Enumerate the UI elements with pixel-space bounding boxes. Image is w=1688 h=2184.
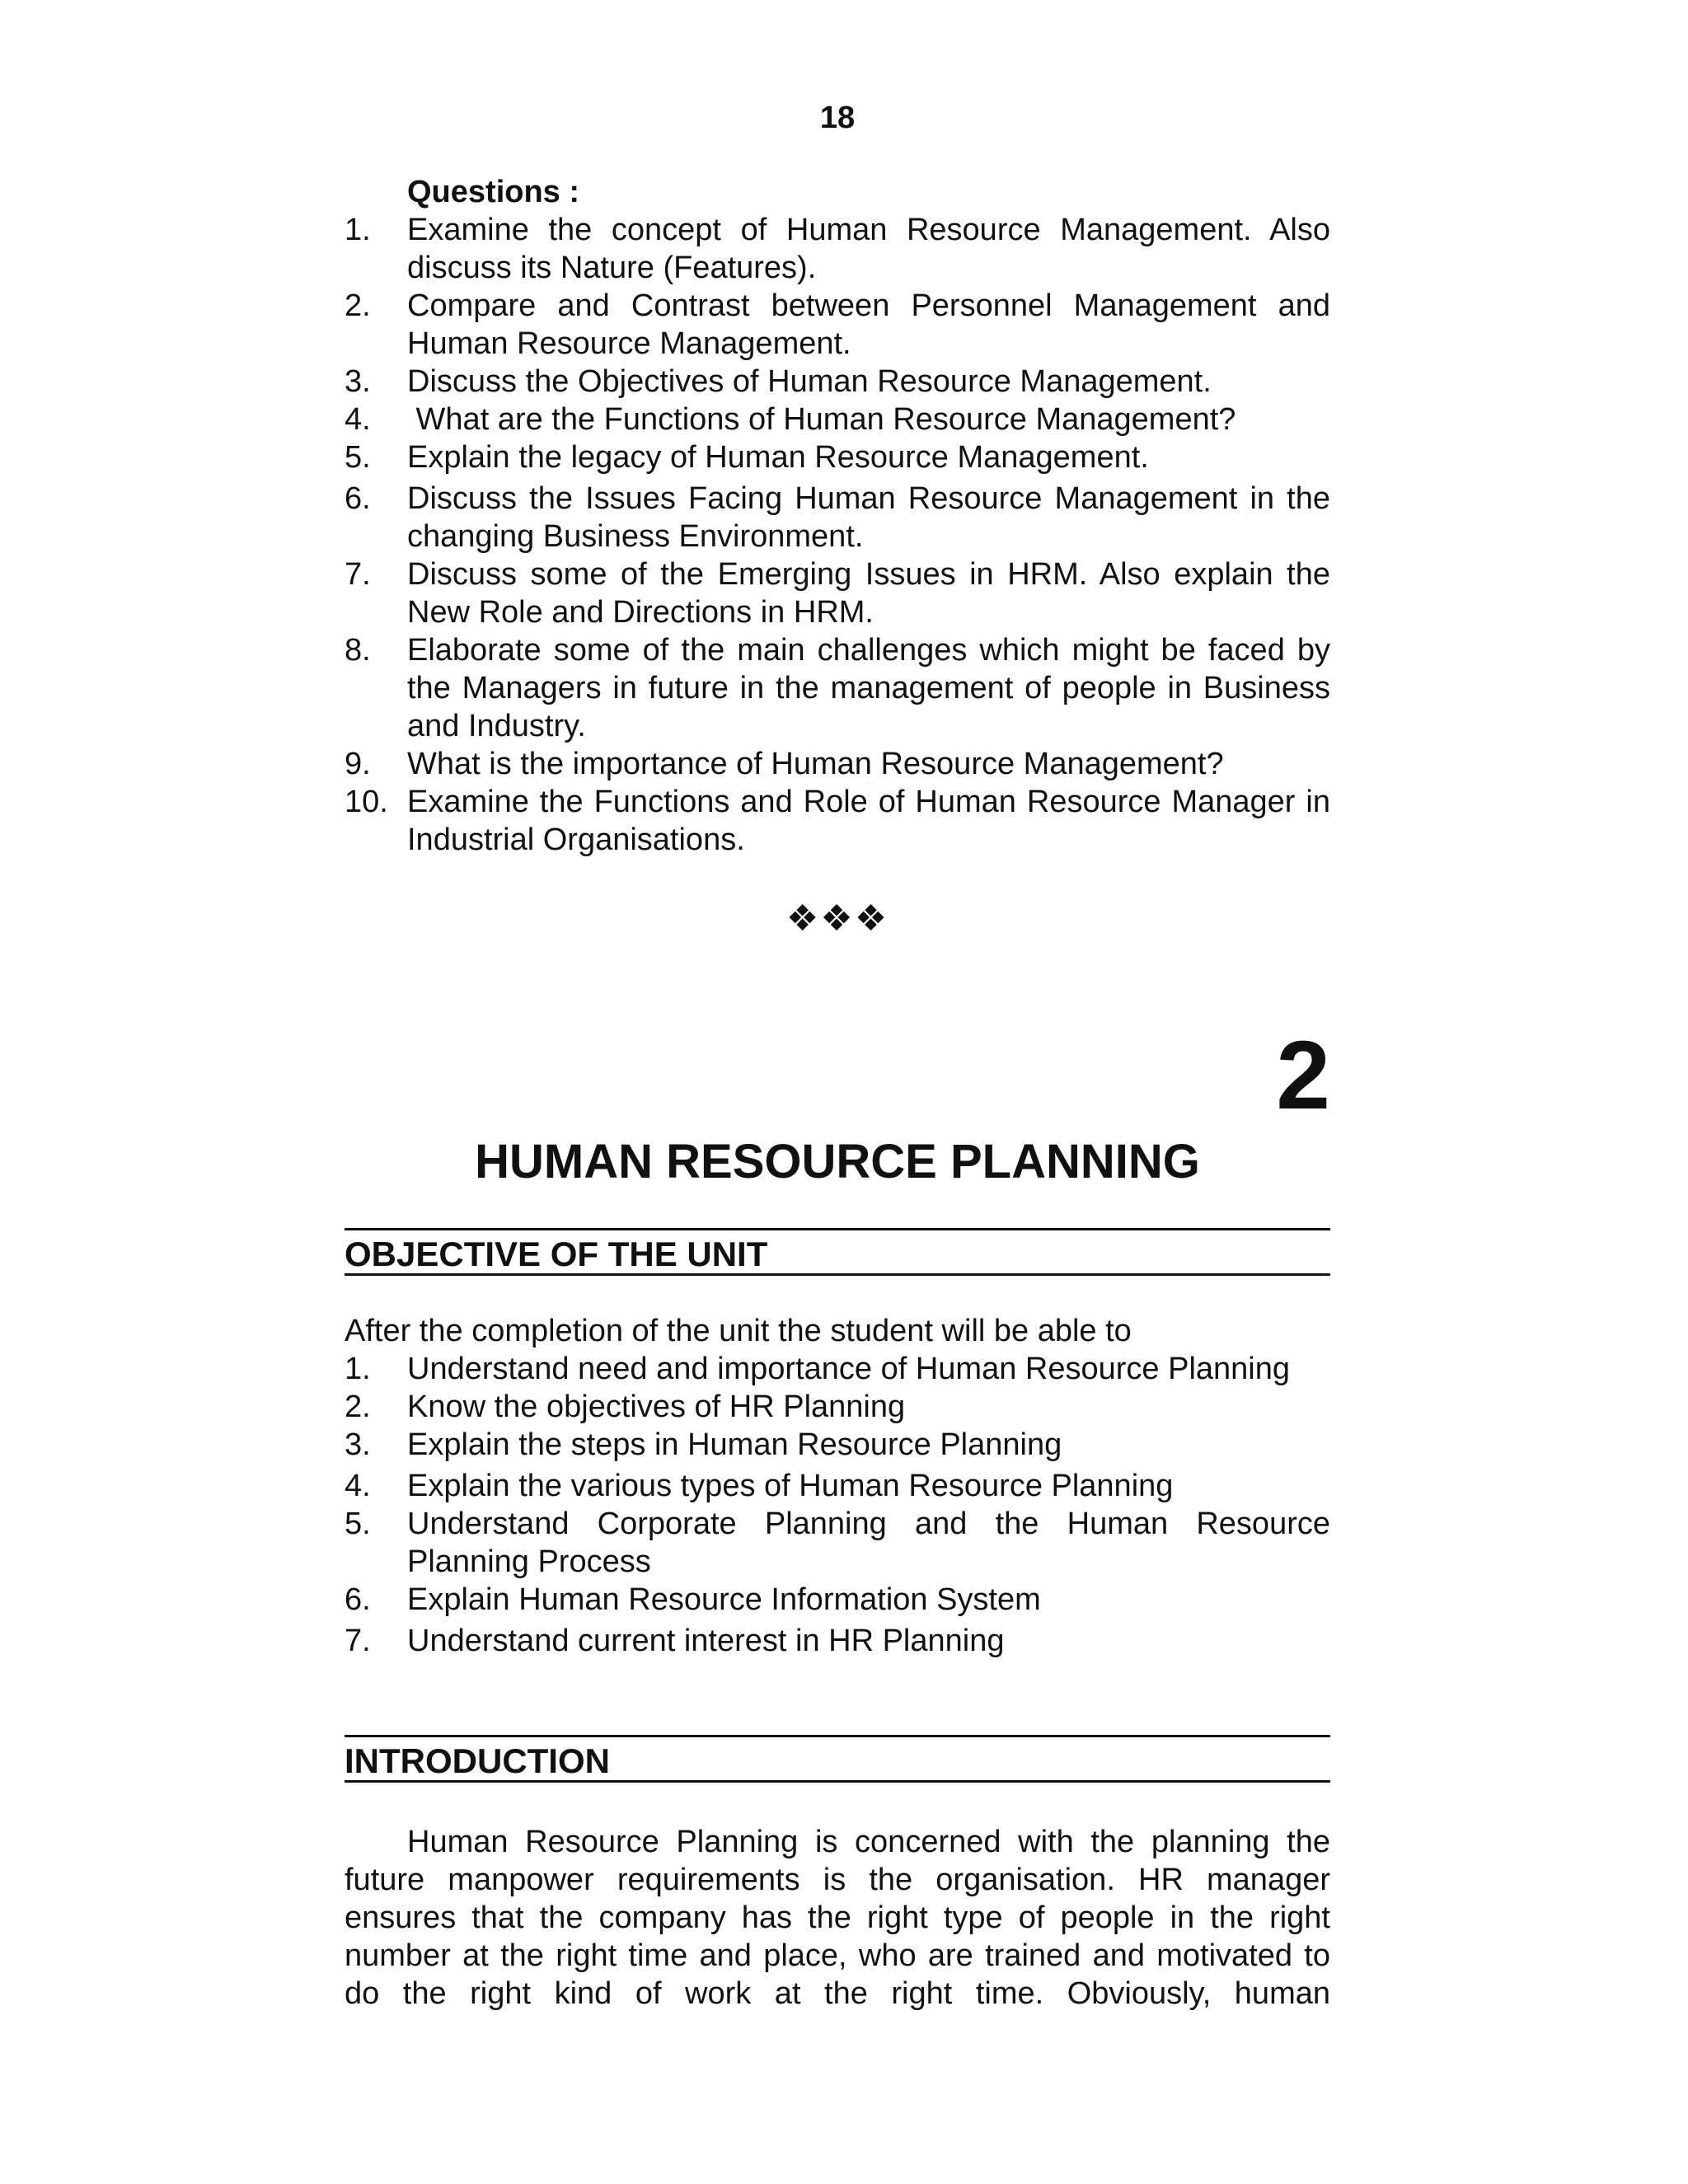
question-number: 6. <box>345 481 371 516</box>
question-number: 5. <box>345 440 371 475</box>
objective-item <box>345 1622 1330 1660</box>
objective-item <box>345 1388 1330 1426</box>
page-number: 18 <box>819 101 856 135</box>
objective-text: Know the objectives of HR Planning <box>407 1390 906 1424</box>
section-end-ornament: ❖❖❖ <box>785 898 889 939</box>
objective-text: Understand Corporate Planning and the Human Resource Planning Process <box>407 1507 1330 1579</box>
objective-number: 6. <box>345 1582 371 1617</box>
question-item <box>345 783 1330 859</box>
question-item <box>345 287 1330 363</box>
question-item <box>345 745 1330 783</box>
question-text: What are the Functions of Human Resource Management? <box>407 402 1236 437</box>
question-text: Explain the legacy of Human Resource Management. <box>407 440 1149 475</box>
objective-text: Explain Human Resource Information System <box>407 1582 1041 1617</box>
objective-item <box>345 1581 1330 1619</box>
objective-number: 7. <box>345 1624 371 1658</box>
question-text: Discuss the Objectives of Human Resource Management. <box>407 364 1212 399</box>
objective-number: 5. <box>345 1507 371 1541</box>
question-number: 1. <box>345 213 371 247</box>
question-text: Elaborate some of the main challenges which might be faced by the Managers in future in the management of people in Business and Industry. <box>407 633 1330 743</box>
objectives-section <box>345 1312 1330 1660</box>
objectives-intro: After the completion of the unit the student will be able to <box>345 1314 1132 1348</box>
objectives-list <box>345 1350 1330 1660</box>
introduction-heading: INTRODUCTION <box>345 1735 1330 1783</box>
objective-item <box>345 1505 1330 1581</box>
question-text: Discuss some of the Emerging Issues in HRM. Also explain the New Role and Directions in HRM. <box>407 557 1330 630</box>
question-number: 4. <box>345 402 371 437</box>
question-number: 9. <box>345 747 371 781</box>
introduction-section <box>345 1823 1330 2013</box>
question-text: Compare and Contrast between Personnel Management and Human Resource Management. <box>407 288 1330 361</box>
objective-number: 1. <box>345 1352 371 1386</box>
introduction-paragraph: Human Resource Planning is concerned with the planning the future manpower requirements is the organisation. HR manager ensures that the company has the right type of people in the right number at the right time and place, who are trained and motivated to do the right kind of work at the right time. Obviously, human <box>345 1825 1330 2011</box>
question-number: 7. <box>345 557 371 592</box>
question-item <box>345 480 1330 555</box>
question-item <box>345 438 1330 476</box>
objective-number: 4. <box>345 1469 371 1503</box>
questions-section <box>345 173 1330 859</box>
question-number: 3. <box>345 364 371 399</box>
objectives-heading: OBJECTIVE OF THE UNIT <box>345 1228 1330 1276</box>
question-text: Examine the concept of Human Resource Management. Also discuss its Nature (Features). <box>407 213 1330 285</box>
question-text: What is the importance of Human Resource Management? <box>407 747 1224 781</box>
objective-item <box>345 1350 1330 1388</box>
objective-number: 2. <box>345 1390 371 1424</box>
questions-list <box>345 211 1330 859</box>
question-number: 8. <box>345 633 371 668</box>
question-text: Examine the Functions and Role of Human Resource Manager in Industrial Organisations. <box>407 785 1330 857</box>
question-item <box>345 363 1330 401</box>
questions-heading: Questions : <box>407 175 580 209</box>
question-item <box>345 555 1330 631</box>
objective-text: Understand need and importance of Human Resource Planning <box>407 1352 1290 1386</box>
objective-item <box>345 1467 1330 1505</box>
question-item <box>345 211 1330 287</box>
question-item <box>345 401 1330 438</box>
question-number: 2. <box>345 288 371 323</box>
chapter-title: HUMAN RESOURCE PLANNING <box>475 1135 1200 1188</box>
objective-text: Understand current interest in HR Planning <box>407 1624 1005 1658</box>
question-text: Discuss the Issues Facing Human Resource Management in the changing Business Environment. <box>407 481 1330 554</box>
objective-number: 3. <box>345 1427 371 1462</box>
objective-text: Explain the steps in Human Resource Planning <box>407 1427 1062 1462</box>
chapter-number: 2 <box>1276 1021 1330 1130</box>
objective-text: Explain the various types of Human Resource Planning <box>407 1469 1174 1503</box>
question-number: 10. <box>345 785 388 819</box>
document-page <box>345 0 1330 2184</box>
objective-item <box>345 1426 1330 1464</box>
question-item <box>345 631 1330 745</box>
